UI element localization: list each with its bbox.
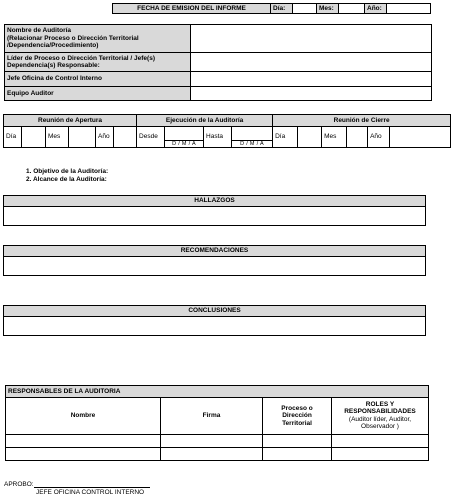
- lider-line1: Líder de Proceso o Dirección Territorial / Jefe(s): [7, 54, 155, 62]
- reunion-apertura-header: Reunión de Apertura: [4, 115, 137, 127]
- responsables-table: [5, 385, 429, 461]
- reunion-cierre-header: Reunión de Cierre: [273, 115, 451, 127]
- fechas-table: [3, 114, 451, 148]
- hasta-label: Hasta: [204, 127, 232, 148]
- anio-field[interactable]: [387, 4, 431, 14]
- col-roles-line1: ROLES Y: [365, 400, 395, 408]
- col-proceso-line1: Proceso o: [281, 404, 313, 412]
- mes-field[interactable]: [339, 4, 365, 14]
- equipo-auditor-field[interactable]: [191, 87, 432, 101]
- col-roles-line4: Observador ): [361, 423, 399, 431]
- anio-label: Año:: [365, 4, 387, 14]
- col-roles-line3: (Auditor líder, Auditor,: [348, 415, 412, 423]
- cierre-dia-field[interactable]: [298, 127, 322, 148]
- responsable-row1-firma[interactable]: [161, 434, 263, 447]
- col-proceso: [263, 398, 332, 434]
- cierre-mes-field[interactable]: [347, 127, 368, 148]
- lider-label: [5, 53, 191, 72]
- desde-field[interactable]: [165, 127, 204, 148]
- col-proceso-line3: Territorial: [282, 419, 312, 427]
- cierre-dia-label: Día: [273, 127, 298, 148]
- apertura-dia-label: Día: [4, 127, 22, 148]
- recomendaciones-field[interactable]: [3, 256, 426, 276]
- conclusiones-field[interactable]: [3, 316, 426, 336]
- col-nombre: Nombre: [6, 398, 161, 434]
- hasta-format: D / M / A: [232, 140, 272, 147]
- cierre-anio-label: Año: [368, 127, 390, 148]
- desde-label: Desde: [137, 127, 165, 148]
- col-roles-line2: RESPONSABILIDADES: [344, 408, 416, 416]
- nombre-auditoria-field[interactable]: [191, 25, 432, 53]
- info-table: [4, 24, 432, 101]
- ejecucion-header: Ejecución de la Auditoría: [137, 115, 273, 127]
- hallazgos-field[interactable]: [3, 206, 426, 226]
- nombre-auditoria-label: [5, 25, 191, 53]
- aprobo-label: APROBO:: [4, 481, 34, 488]
- col-proceso-line2: Dirección: [282, 412, 312, 420]
- apertura-dia-field[interactable]: [22, 127, 46, 148]
- alcance-item: 2. Alcance de la Auditoría:: [26, 176, 107, 183]
- nombre-auditoria-line2: (Relacionar Proceso o Dirección Territorial: [7, 34, 139, 42]
- apertura-anio-label: Año: [96, 127, 114, 148]
- responsable-row2-firma[interactable]: [161, 447, 263, 460]
- equipo-auditor-label: Equipo Auditor: [5, 87, 191, 101]
- cierre-mes-label: Mes: [322, 127, 347, 148]
- fecha-emision-label: FECHA DE EMISION DEL INFORME: [113, 4, 271, 14]
- jefe-oci-footer: JEFE OFICINA CONTROL INTERNO: [36, 489, 145, 496]
- aprobo-signature-line[interactable]: [34, 487, 150, 488]
- fecha-emision-table: [112, 3, 431, 14]
- responsable-row2-rol[interactable]: [332, 447, 429, 460]
- nombre-auditoria-line1: Nombre de Auditoría: [7, 27, 72, 35]
- col-roles: [332, 398, 429, 434]
- apertura-mes-label: Mes: [46, 127, 69, 148]
- mes-label: Mes:: [317, 4, 339, 14]
- lider-field[interactable]: [191, 53, 432, 72]
- jefe-oci-field[interactable]: [191, 72, 432, 87]
- apertura-anio-field[interactable]: [114, 127, 137, 148]
- objetivo-item: 1. Objetivo de la Auditoría:: [26, 168, 109, 175]
- cierre-anio-field[interactable]: [390, 127, 451, 148]
- nombre-auditoria-line3: /Dependencia/Procedimiento): [7, 42, 99, 50]
- hallazgos-header: HALLAZGOS: [3, 195, 426, 207]
- dia-label: Día:: [271, 4, 293, 14]
- recomendaciones-header: RECOMENDACIONES: [3, 245, 426, 257]
- conclusiones-header: CONCLUSIONES: [3, 305, 426, 317]
- responsable-row1-nombre[interactable]: [6, 434, 161, 447]
- dia-field[interactable]: [293, 4, 317, 14]
- jefe-oci-label: Jefe Oficina de Control Interno: [5, 72, 191, 87]
- col-firma: Firma: [161, 398, 263, 434]
- lider-line2: Dependencia(s) Responsable:: [7, 62, 100, 69]
- hasta-field[interactable]: [232, 127, 273, 148]
- desde-format: D / M / A: [165, 140, 203, 147]
- responsables-title: RESPONSABLES DE LA AUDITORIA: [6, 386, 429, 398]
- responsable-row2-nombre[interactable]: [6, 447, 161, 460]
- apertura-mes-field[interactable]: [69, 127, 96, 148]
- responsable-row1-proceso[interactable]: [263, 434, 332, 447]
- responsable-row2-proceso[interactable]: [263, 447, 332, 460]
- responsable-row1-rol[interactable]: [332, 434, 429, 447]
